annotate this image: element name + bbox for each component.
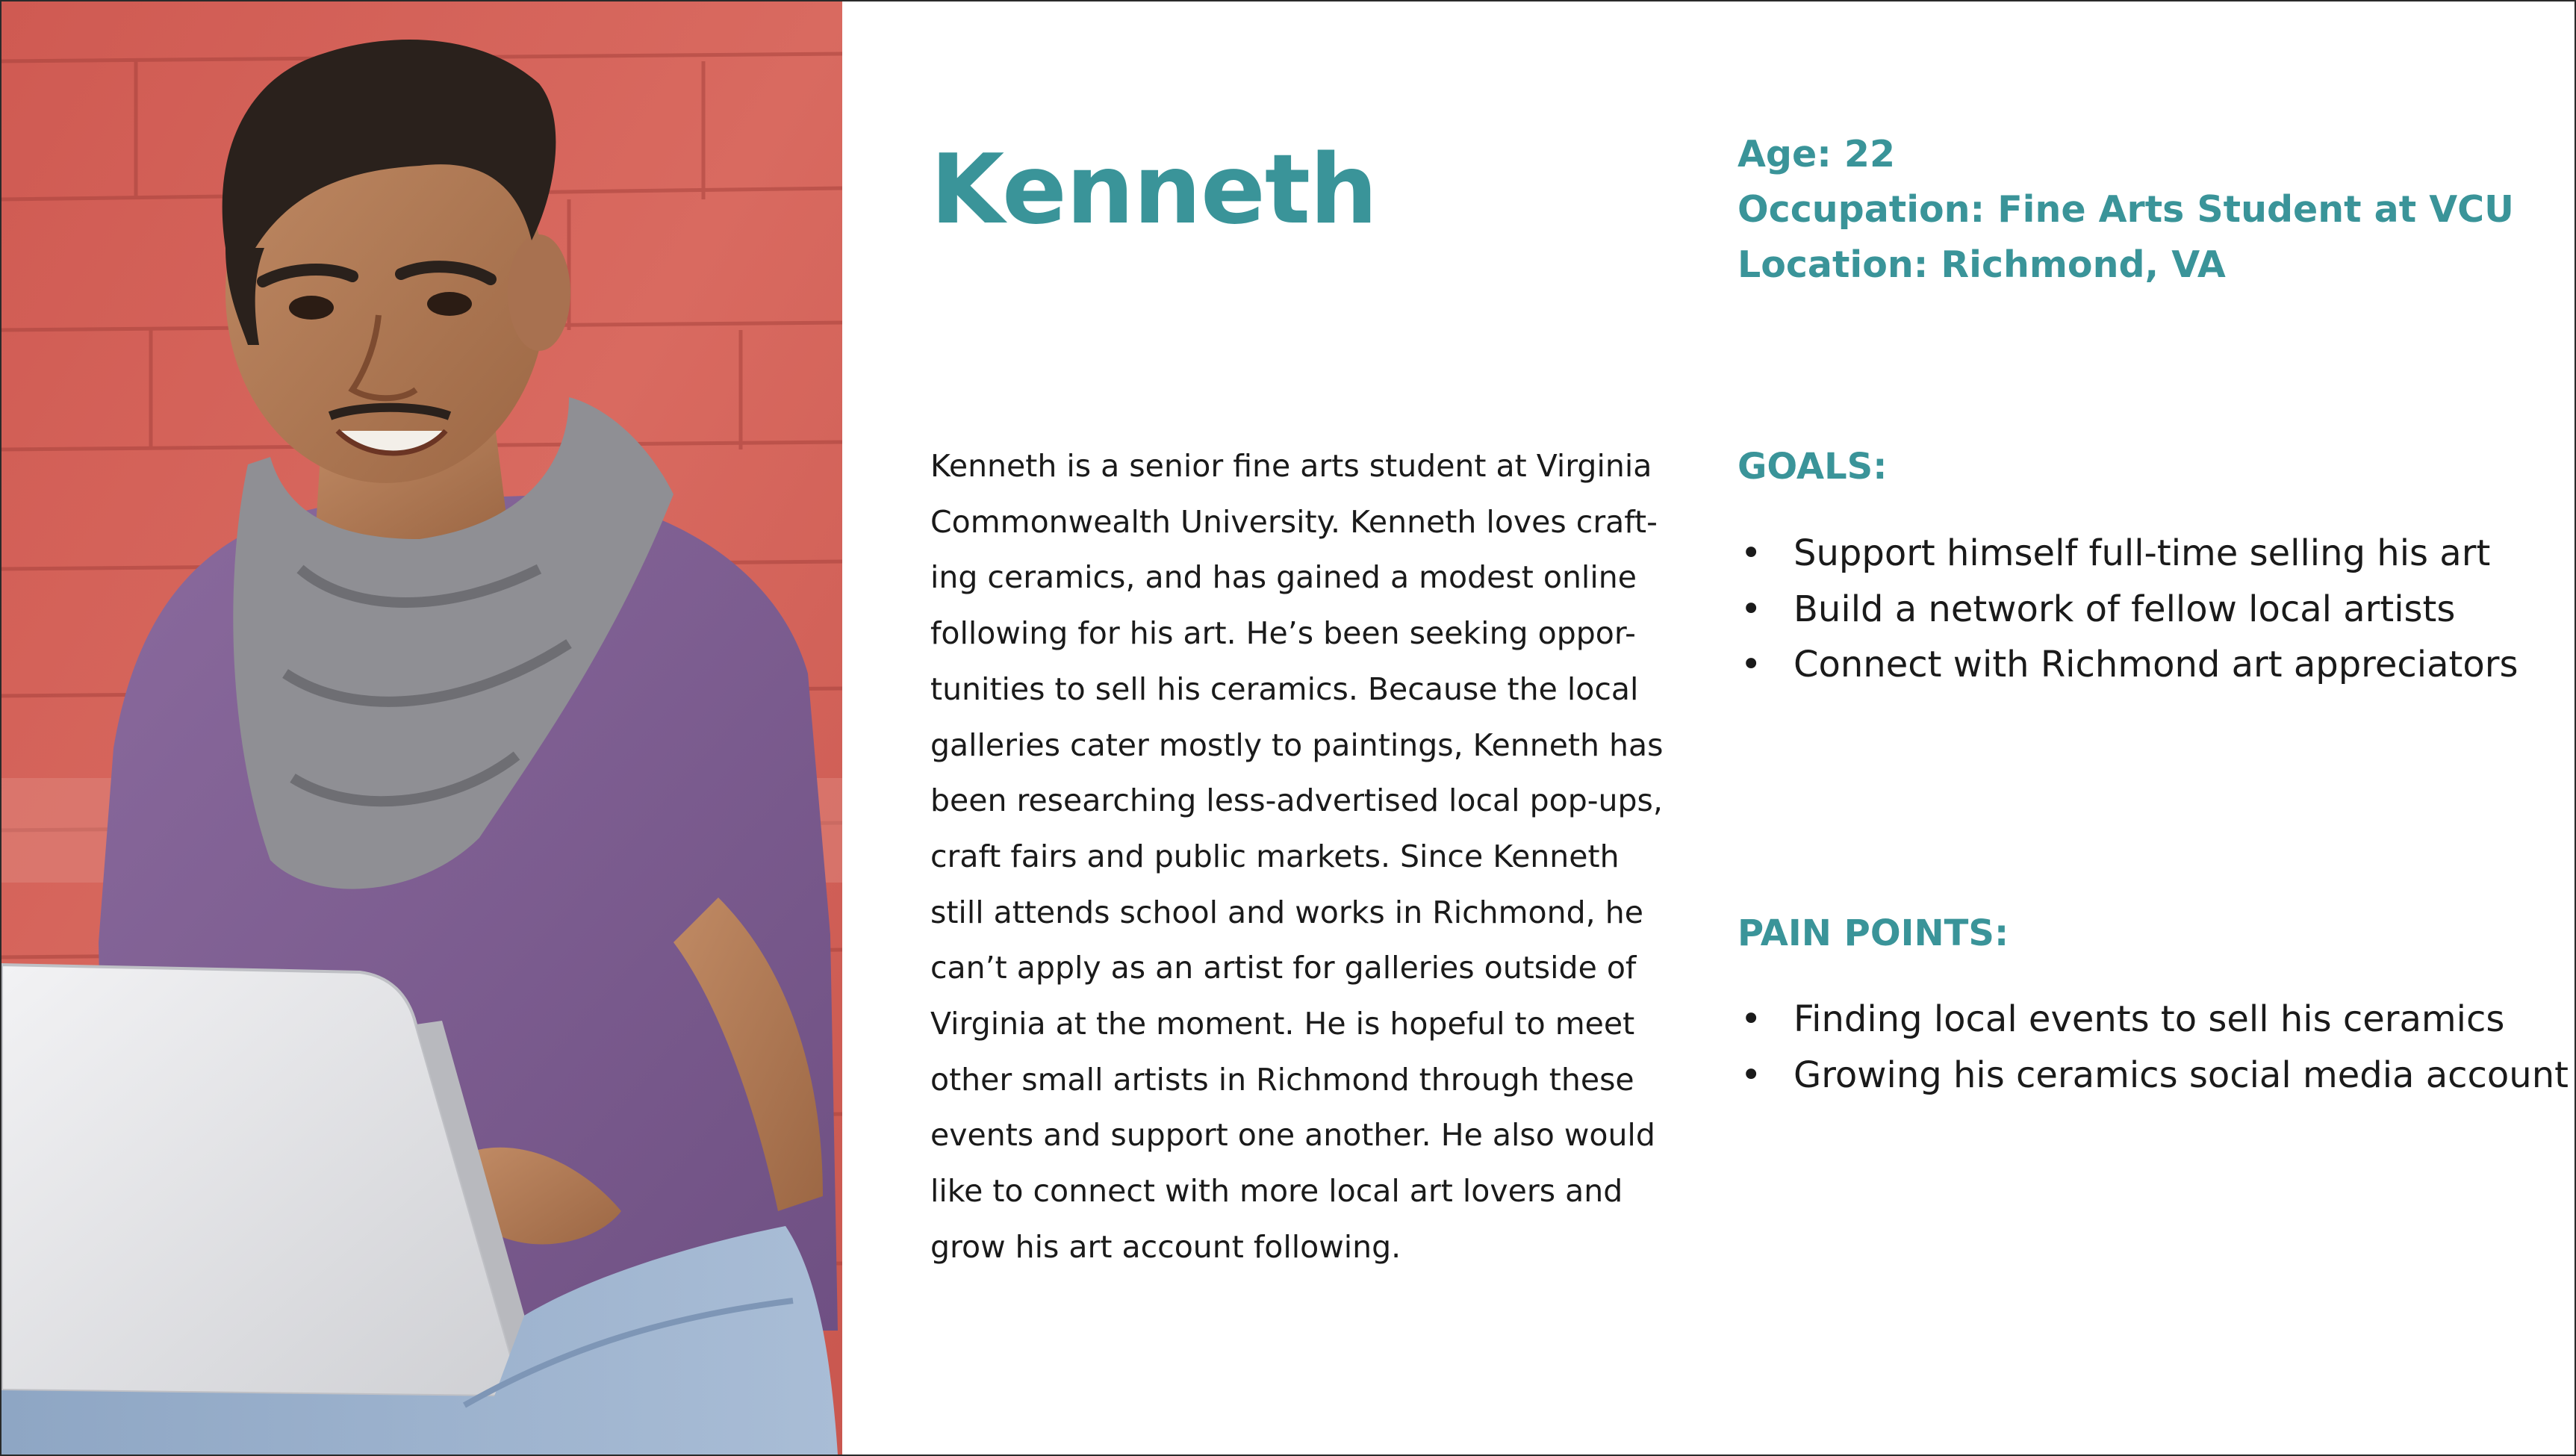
goals-heading: GOALS:	[1737, 446, 1888, 488]
goal-text: Connect with Richmond art appreciators	[1793, 644, 2519, 685]
bullet-icon: •	[1740, 588, 1762, 630]
pain-points-list	[1737, 992, 2569, 1103]
goal-text: Support himself full-time selling his art	[1793, 532, 2491, 574]
pain-point-item	[1737, 992, 2544, 1048]
pain-point-text: Growing his ceramics social media account	[1793, 1054, 2569, 1096]
pain-points-heading: PAIN POINTS:	[1737, 912, 2009, 954]
occupation-label: Occupation: Fine Arts Student at VCU	[1737, 188, 2514, 231]
persona-facts	[1737, 127, 2514, 293]
goal-item	[1737, 582, 2544, 638]
goal-item	[1737, 637, 2544, 693]
persona-name: Kenneth	[930, 134, 1378, 246]
bullet-icon: •	[1740, 998, 1762, 1040]
age-label: Age: 22	[1737, 133, 1896, 175]
pain-point-text: Finding local events to sell his ceramics	[1793, 998, 2505, 1040]
location-label: Location: Richmond, VA	[1737, 243, 2226, 286]
goals-list	[1737, 526, 2544, 693]
bullet-icon: •	[1740, 1054, 1762, 1096]
pain-point-item	[1737, 1048, 2569, 1104]
bullet-icon: •	[1740, 644, 1762, 685]
persona-bio: Kenneth is a senior fine arts student at Virginia Commonwealth University. Kenneth loves craft- ing ceramics, and has gained a modest online following for his art. He’s been seeking oppor- tunities to sell his ceramics. Because the local galleries cater mostly to paintings, Kenneth has been researching less-advertised local pop-ups, craft fairs and public markets. Since Kenneth still attends school and works in Richmond, he can’t apply as an artist for galleries outside of Virginia at the moment. He is hopeful to meet other small artists in Richmond through these events and support one another. He also would like to connect with more local art lovers and grow his art account following.	[930, 448, 1664, 1265]
bullet-icon: •	[1740, 532, 1762, 574]
persona-photo	[1, 1, 842, 1455]
goal-text: Build a network of fellow local artists	[1793, 588, 2456, 630]
goal-item	[1737, 526, 2544, 582]
